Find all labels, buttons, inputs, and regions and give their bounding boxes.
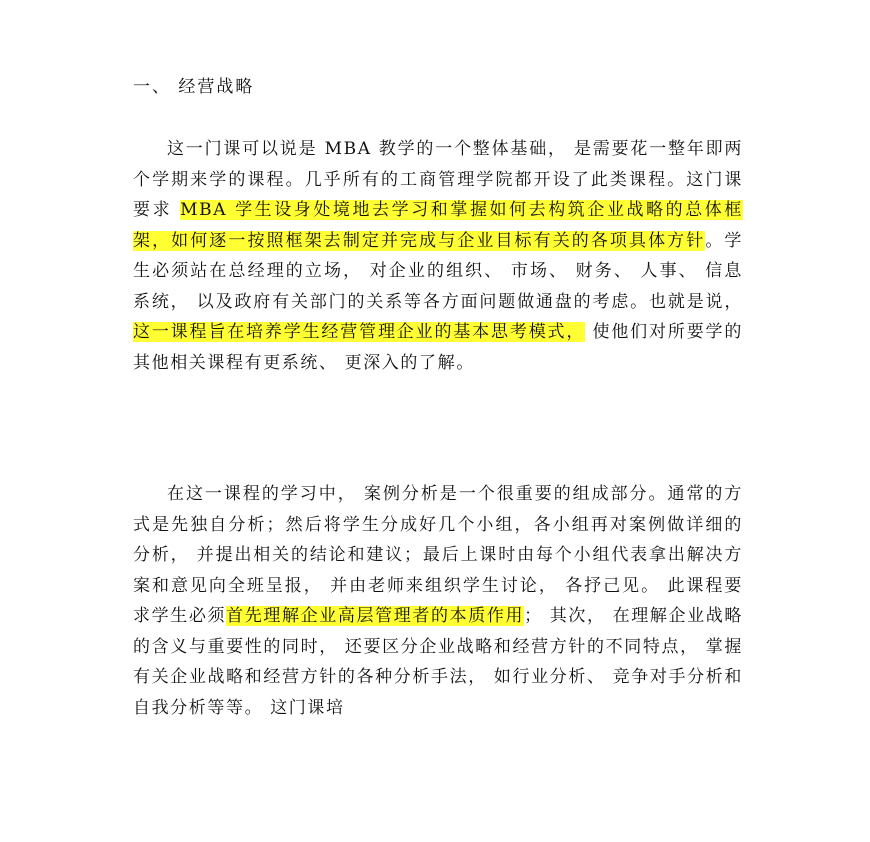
paragraph-1-text: 这一门课可以说是 MBA 教学的一个整体基础， 是需要花一整年即两个学期来学的课程。几乎所有的工商管理学院都开设了此类课程。这门课要求 [133,139,743,220]
section-heading: 一、 经营战略 [133,77,255,97]
highlighted-text: 这一课程旨在培养学生经营管理企业的基本思考模式， [133,322,586,342]
paragraph-2-text: 在这一课程的学习中， 案例分析是一个很重要的组成部分。通常的方式是先独自分析；然后将学生分成好几个小组，各小组再对案例做详细的分析， 并提出相关的结论和建议；最后上课时由每个小组代表拿出解决方案和意见向全班呈报， 并由老师来组织学生讨论， 各抒己见。 此课程要求学生必须 [133,484,743,626]
paragraph-2-text: ； 其次， 在理解企业战略的含义与重要性的同时， 还要区分企业战略和经营方针的不同特点， 掌握有关企业战略和经营方针的各种分析手法， 如行业分析、 竞争对手分析和自我分析等等。 这门课培 [133,606,744,718]
highlighted-text: MBA 学生设身处境地去学习和掌握如何去构筑企业战略的总体框架，如何逐一按照框架去制定并完成与企业目标有关的各项具体方针 [133,200,743,251]
paragraph-1-text: 。学生必须站在总经理的立场， 对企业的组织、 市场、 财务、 人事、 信息系统， 以及政府有关部门的关系等各方面问题做通盘的考虑。也就是说， [133,230,744,312]
highlighted-text: 首先理解企业高层管理者的本质作用 [226,606,525,626]
paragraph-1 [133,134,743,378]
paragraph-2 [133,479,743,723]
paragraph-1-text: 使他们对所要学的其他相关课程有更系统、 更深入的了解。 [133,322,743,373]
